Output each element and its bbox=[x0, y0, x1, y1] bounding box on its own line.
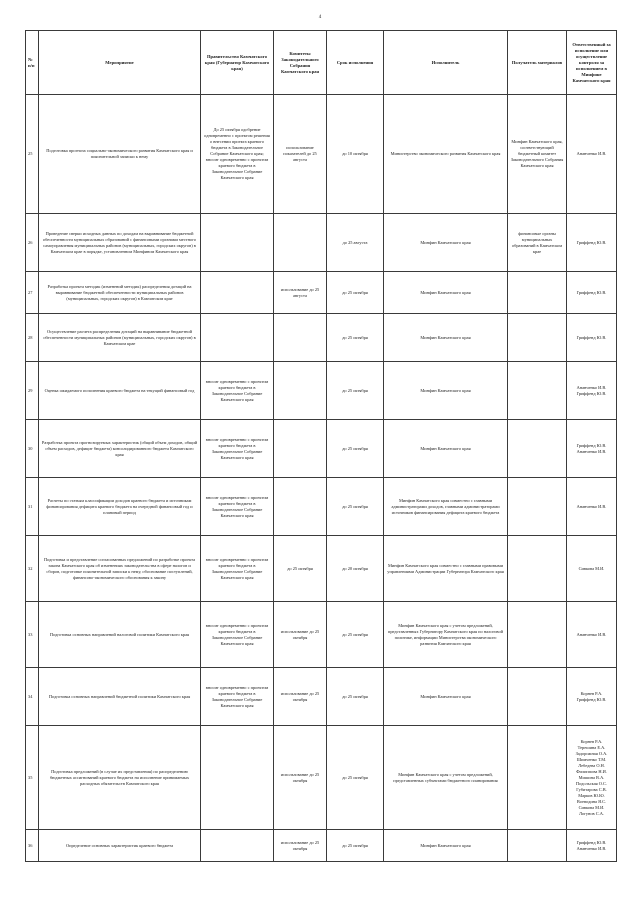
cell-recipient: финансовые органы муниципальных образований в Камчатском крае bbox=[508, 214, 567, 272]
cell-government bbox=[201, 214, 274, 272]
cell-executor: Минфин Камчатского края bbox=[384, 214, 508, 272]
table-row bbox=[26, 95, 617, 214]
header-event: Мероприятие bbox=[39, 31, 201, 95]
cell-event: Оценка ожидаемого исполнения краевого бюджета на текущий финансовый год bbox=[39, 362, 201, 420]
cell-event: Подготовка основных направлений бюджетной политики Камчатского края bbox=[39, 668, 201, 726]
header-row bbox=[26, 31, 617, 95]
cell-num: 31 bbox=[26, 478, 39, 536]
cell-num: 29 bbox=[26, 362, 39, 420]
cell-deadline: до 25 октября bbox=[327, 272, 384, 314]
cell-num: 35 bbox=[26, 726, 39, 830]
cell-recipient bbox=[508, 536, 567, 602]
header-government: Правительство Камчатского края (Губернатор Камчатского края) bbox=[201, 31, 274, 95]
cell-recipient bbox=[508, 830, 567, 862]
cell-recipient bbox=[508, 362, 567, 420]
cell-deadline: до 25 октября bbox=[327, 668, 384, 726]
cell-recipient bbox=[508, 420, 567, 478]
header-parliament: Комитеты Законодательного Собрания Камчатского края bbox=[274, 31, 327, 95]
cell-recipient bbox=[508, 478, 567, 536]
cell-executor: Минфин Камчатского края с учетом предложений, представленных субъектами бюджетного планирования bbox=[384, 726, 508, 830]
cell-government: вносит одновременно с проектом краевого бюджета в Законодательное Собрание Камчатского края bbox=[201, 536, 274, 602]
cell-government: вносит одновременно с проектом краевого бюджета в Законодательное Собрание Камчатского края bbox=[201, 362, 274, 420]
cell-event: Определение основных характеристик краевого бюджета bbox=[39, 830, 201, 862]
cell-recipient: Минфин Камчатского края, соответствующий бюджетный комитет Законодательного Собрания Камчатского края bbox=[508, 95, 567, 214]
cell-num: 32 bbox=[26, 536, 39, 602]
cell-deadline: до 25 октября bbox=[327, 726, 384, 830]
cell-responsible: Ананченко И.В. bbox=[567, 95, 617, 214]
cell-event: Осуществление расчета распределения дотаций на выравнивание бюджетной обеспеченности муниципальных районов (муниципальных, городских округов) в Камчатском крае bbox=[39, 314, 201, 362]
cell-government bbox=[201, 314, 274, 362]
cell-recipient bbox=[508, 272, 567, 314]
table-row bbox=[26, 602, 617, 668]
cell-deadline: до 25 октября bbox=[327, 478, 384, 536]
cell-parliament: использование показателей до 25 августа bbox=[274, 95, 327, 214]
cell-deadline: до 25 августа bbox=[327, 214, 384, 272]
cell-num: 33 bbox=[26, 602, 39, 668]
cell-responsible: Гриффенд Ю.В. Ананченко И.В. bbox=[567, 420, 617, 478]
cell-num: 26 bbox=[26, 214, 39, 272]
cell-executor: Минфин Камчатского края с учетом предложений, представленных Губернатору Камчатского края по налоговой политике, информации Министерства экономического развития Камчатского края bbox=[384, 602, 508, 668]
cell-num: 28 bbox=[26, 314, 39, 362]
cell-executor: Минфин Камчатского края bbox=[384, 668, 508, 726]
header-recipient: Получатель материалов bbox=[508, 31, 567, 95]
cell-responsible: Гриффенд Ю.В. bbox=[567, 272, 617, 314]
cell-executor: Министерство экономического развития Камчатского края bbox=[384, 95, 508, 214]
cell-recipient bbox=[508, 726, 567, 830]
cell-executor: Минфин Камчатского края bbox=[384, 362, 508, 420]
cell-parliament: до 25 октября bbox=[274, 536, 327, 602]
table-row bbox=[26, 830, 617, 862]
cell-num: 34 bbox=[26, 668, 39, 726]
cell-parliament bbox=[274, 478, 327, 536]
cell-event: Подготовка предложений (в случае их представления) по распределению бюджетных ассигнований краевого бюджета на исполнение принимаемых расходных обязательств Камчатского края bbox=[39, 726, 201, 830]
cell-parliament: использование до 25 октября bbox=[274, 726, 327, 830]
cell-event: Подготовка основных направлений налоговой политики Камчатского края bbox=[39, 602, 201, 668]
cell-government: вносит одновременно с проектом краевого бюджета в Законодательное Собрание Камчатского края bbox=[201, 478, 274, 536]
cell-event: Подготовка и представление согласованных предложений по разработке проекта закона Камчатского края об изменениях законодательства в сфере налогов и сборов, подготовке пояснительной записки к нему, обоснование поступлений, финансово-экономического обоснования к закону bbox=[39, 536, 201, 602]
cell-num: 36 bbox=[26, 830, 39, 862]
cell-deadline: до 25 октября bbox=[327, 314, 384, 362]
header-responsible: Ответственный за исполнение или осуществление контроля за исполнением в Минфине Камчатского края bbox=[567, 31, 617, 95]
cell-recipient bbox=[508, 602, 567, 668]
cell-executor: Минфин Камчатского края bbox=[384, 314, 508, 362]
table-row bbox=[26, 314, 617, 362]
cell-responsible: Ананченко И.В. Гриффенд Ю.В. bbox=[567, 362, 617, 420]
cell-deadline: до 25 октября bbox=[327, 362, 384, 420]
cell-government bbox=[201, 726, 274, 830]
cell-event: Расчеты по статьям классификации доходов краевого бюджета и источникам финансирования дефицита краевого бюджета на очередной финансовый год и плановый период bbox=[39, 478, 201, 536]
cell-executor: Минфин Камчатского края bbox=[384, 272, 508, 314]
page-number: 4 bbox=[318, 15, 322, 20]
table-row bbox=[26, 536, 617, 602]
cell-executor: Минфин Камчатского края bbox=[384, 830, 508, 862]
cell-parliament: использование до 25 октября bbox=[274, 830, 327, 862]
cell-parliament bbox=[274, 420, 327, 478]
cell-recipient bbox=[508, 314, 567, 362]
cell-responsible: Гриффенд Ю.В. bbox=[567, 214, 617, 272]
cell-responsible: Ананченко И.В. bbox=[567, 478, 617, 536]
cell-event: Подготовка прогноза социально-экономического развития Камчатского края и пояснительной записки к нему bbox=[39, 95, 201, 214]
cell-government: вносит одновременно с проектом краевого бюджета в Законодательное Собрание Камчатского края bbox=[201, 420, 274, 478]
cell-deadline: до 10 октября bbox=[327, 95, 384, 214]
cell-recipient bbox=[508, 668, 567, 726]
cell-parliament: использование до 25 октября bbox=[274, 602, 327, 668]
cell-government: До 25 октября одобрение одновременно с проектом решения о внесении проекта краевого бюджета в Законодательное Собрание Камчатского края; вносит одновременно с проектом краевого бюджета в Законодательное Собрание Камчатского края bbox=[201, 95, 274, 214]
cell-deadline: до 20 октября bbox=[327, 536, 384, 602]
cell-government bbox=[201, 272, 274, 314]
cell-responsible: Гриффенд Ю.В. bbox=[567, 314, 617, 362]
cell-executor: Минфин Камчатского края совместно с главными правовыми управлениями Администрации Губернатора Камчатского края bbox=[384, 536, 508, 602]
table-row bbox=[26, 420, 617, 478]
cell-government: вносит одновременно с проектом краевого бюджета в Законодательное Собрание Камчатского края bbox=[201, 668, 274, 726]
table-row bbox=[26, 478, 617, 536]
cell-num: 25 bbox=[26, 95, 39, 214]
cell-responsible: Корнев Р.А. Гриффенд Ю.В. bbox=[567, 668, 617, 726]
budget-plan-table bbox=[25, 30, 617, 862]
cell-government: вносит одновременно с проектом краевого бюджета в Законодательное Собрание Камчатского края bbox=[201, 602, 274, 668]
cell-deadline: до 25 октября bbox=[327, 420, 384, 478]
cell-parliament bbox=[274, 362, 327, 420]
cell-parliament: использование до 25 октября bbox=[274, 668, 327, 726]
cell-num: 30 bbox=[26, 420, 39, 478]
header-executor: Исполнитель bbox=[384, 31, 508, 95]
cell-parliament bbox=[274, 314, 327, 362]
cell-deadline: до 25 октября bbox=[327, 830, 384, 862]
table-row bbox=[26, 362, 617, 420]
cell-parliament bbox=[274, 214, 327, 272]
cell-responsible: Ананченко И.В. bbox=[567, 602, 617, 668]
header-deadline: Срок исполнения bbox=[327, 31, 384, 95]
header-num: № п/п bbox=[26, 31, 39, 95]
cell-parliament: использование до 25 августа bbox=[274, 272, 327, 314]
cell-responsible: Корнев Р.А. Терешина Е.А. Задорожная О.А. Шимченко Т.М. Лебедева О.Н. Филиппова Н.И. Мишина В.А. Подольская О.С. Губитарова С.В. Марков Ю.Ю. Воеводина Я.С. Сивкова М.И. Логунов С.А. bbox=[567, 726, 617, 830]
cell-event: Разработка проекта прогнозируемых характеристик (общий объем доходов, общий объем расходов, дефицит бюджета) консолидированного бюджета Камчатского края bbox=[39, 420, 201, 478]
cell-government bbox=[201, 830, 274, 862]
cell-responsible: Сивкова М.И. bbox=[567, 536, 617, 602]
cell-responsible: Гриффенд Ю.В. Ананченко И.В. bbox=[567, 830, 617, 862]
table-row bbox=[26, 214, 617, 272]
table-row bbox=[26, 726, 617, 830]
cell-num: 27 bbox=[26, 272, 39, 314]
cell-event: Проведение сверки исходных данных по доходам на выравнивание бюджетной обеспеченности муниципальных образований с финансовыми органами местного самоуправления муниципальных районов (муниципальных, городских округов) в Камчатском крае в порядке, установленном Минфином Камчатского края bbox=[39, 214, 201, 272]
cell-executor: Минфин Камчатского края bbox=[384, 420, 508, 478]
cell-executor: Минфин Камчатского края совместно с главными администраторами доходов, главными администраторами источников финансирования дефицита краевого бюджета bbox=[384, 478, 508, 536]
cell-deadline: до 25 октября bbox=[327, 602, 384, 668]
table-row bbox=[26, 272, 617, 314]
cell-event: Разработка проекта методик (изменений методик) распределения дотаций на выравнивание бюджетной обеспеченности муниципальных районов (муниципальных, городских округов) в Камчатском крае bbox=[39, 272, 201, 314]
table-row bbox=[26, 668, 617, 726]
